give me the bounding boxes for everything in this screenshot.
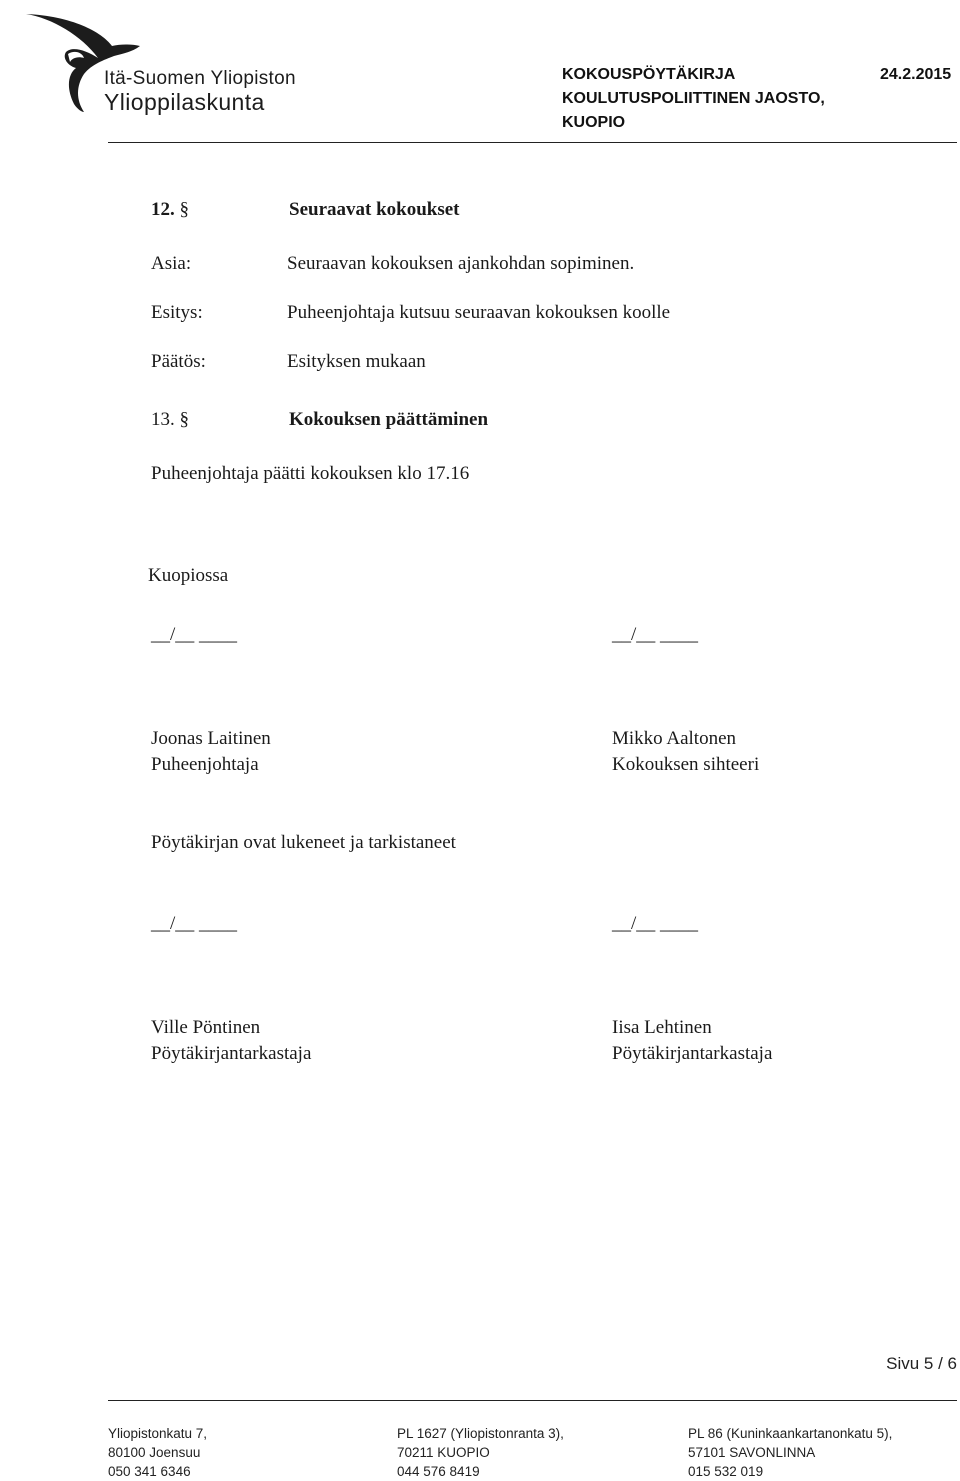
footer-address-savonlinna [688, 1424, 892, 1481]
doc-type: KOKOUSPÖYTÄKIRJA [562, 66, 736, 83]
section-13-title: Kokouksen päättäminen [289, 409, 489, 430]
meeting-location: KUOPIO [562, 114, 626, 131]
footer-line: 70211 KUOPIO [397, 1445, 490, 1460]
checkers-intro: Pöytäkirjan ovat lukeneet ja tarkistaneet [151, 832, 456, 853]
footer-line: PL 86 (Kuninkaankartanonkatu 5), [688, 1426, 893, 1441]
signing-place: Kuopiossa [148, 565, 229, 586]
footer-line: 80100 Joensuu [108, 1445, 201, 1460]
checker-1-role: Pöytäkirjantarkastaja [151, 1043, 312, 1064]
date-blank-chair: __/__ ____ [151, 624, 238, 645]
row-label-paatos: Päätös: [151, 351, 206, 372]
committee-name: KOULUTUSPOLIITTINEN JAOSTO, [562, 90, 825, 107]
footer-divider [108, 1400, 957, 1401]
row-label-esitys: Esitys: [151, 302, 203, 323]
row-label-asia: Asia: [151, 253, 192, 274]
footer-line: 57101 SAVONLINNA [688, 1445, 816, 1460]
signer-chair-role: Puheenjohtaja [151, 754, 259, 775]
page-number: Sivu 5 / 6 [886, 1354, 957, 1373]
signer-secretary-role: Kokouksen sihteeri [612, 754, 760, 775]
signer-secretary-name: Mikko Aaltonen [612, 728, 737, 749]
section-13-number: 13. § [151, 409, 189, 430]
row-text-asia: Seuraavan kokouksen ajankohdan sopiminen. [287, 253, 635, 274]
footer-line: PL 1627 (Yliopistonranta 3), [397, 1426, 564, 1441]
footer-line: 050 341 6346 [108, 1464, 191, 1479]
section-13-text: Puheenjohtaja päätti kokouksen klo 17.16 [151, 463, 470, 484]
union-logo [22, 8, 332, 116]
section-12-number: 12. § [151, 199, 189, 220]
date-blank-checker-1: __/__ ____ [151, 913, 238, 934]
header-divider [108, 142, 957, 143]
date-blank-secretary: __/__ ____ [612, 624, 699, 645]
footer-line: 044 576 8419 [397, 1464, 480, 1479]
checker-2-role: Pöytäkirjantarkastaja [612, 1043, 773, 1064]
section-12-title: Seuraavat kokoukset [289, 199, 460, 220]
footer-address-joensuu [108, 1424, 207, 1481]
checker-1-name: Ville Pöntinen [151, 1017, 261, 1038]
doc-date: 24.2.2015 [880, 66, 952, 83]
date-blank-checker-2: __/__ ____ [612, 913, 699, 934]
footer-line: Yliopistonkatu 7, [108, 1426, 208, 1441]
footer-address-kuopio [397, 1424, 564, 1481]
signer-chair-name: Joonas Laitinen [151, 728, 271, 749]
logo-text-university: Itä-Suomen Yliopiston [104, 68, 296, 89]
row-text-esitys: Puheenjohtaja kutsuu seuraavan kokouksen koolle [287, 302, 671, 323]
footer-line: 015 532 019 [688, 1464, 764, 1479]
checker-2-name: Iisa Lehtinen [612, 1017, 712, 1038]
row-text-paatos: Esityksen mukaan [287, 351, 426, 372]
logo-text-union: Ylioppilaskunta [104, 89, 265, 115]
